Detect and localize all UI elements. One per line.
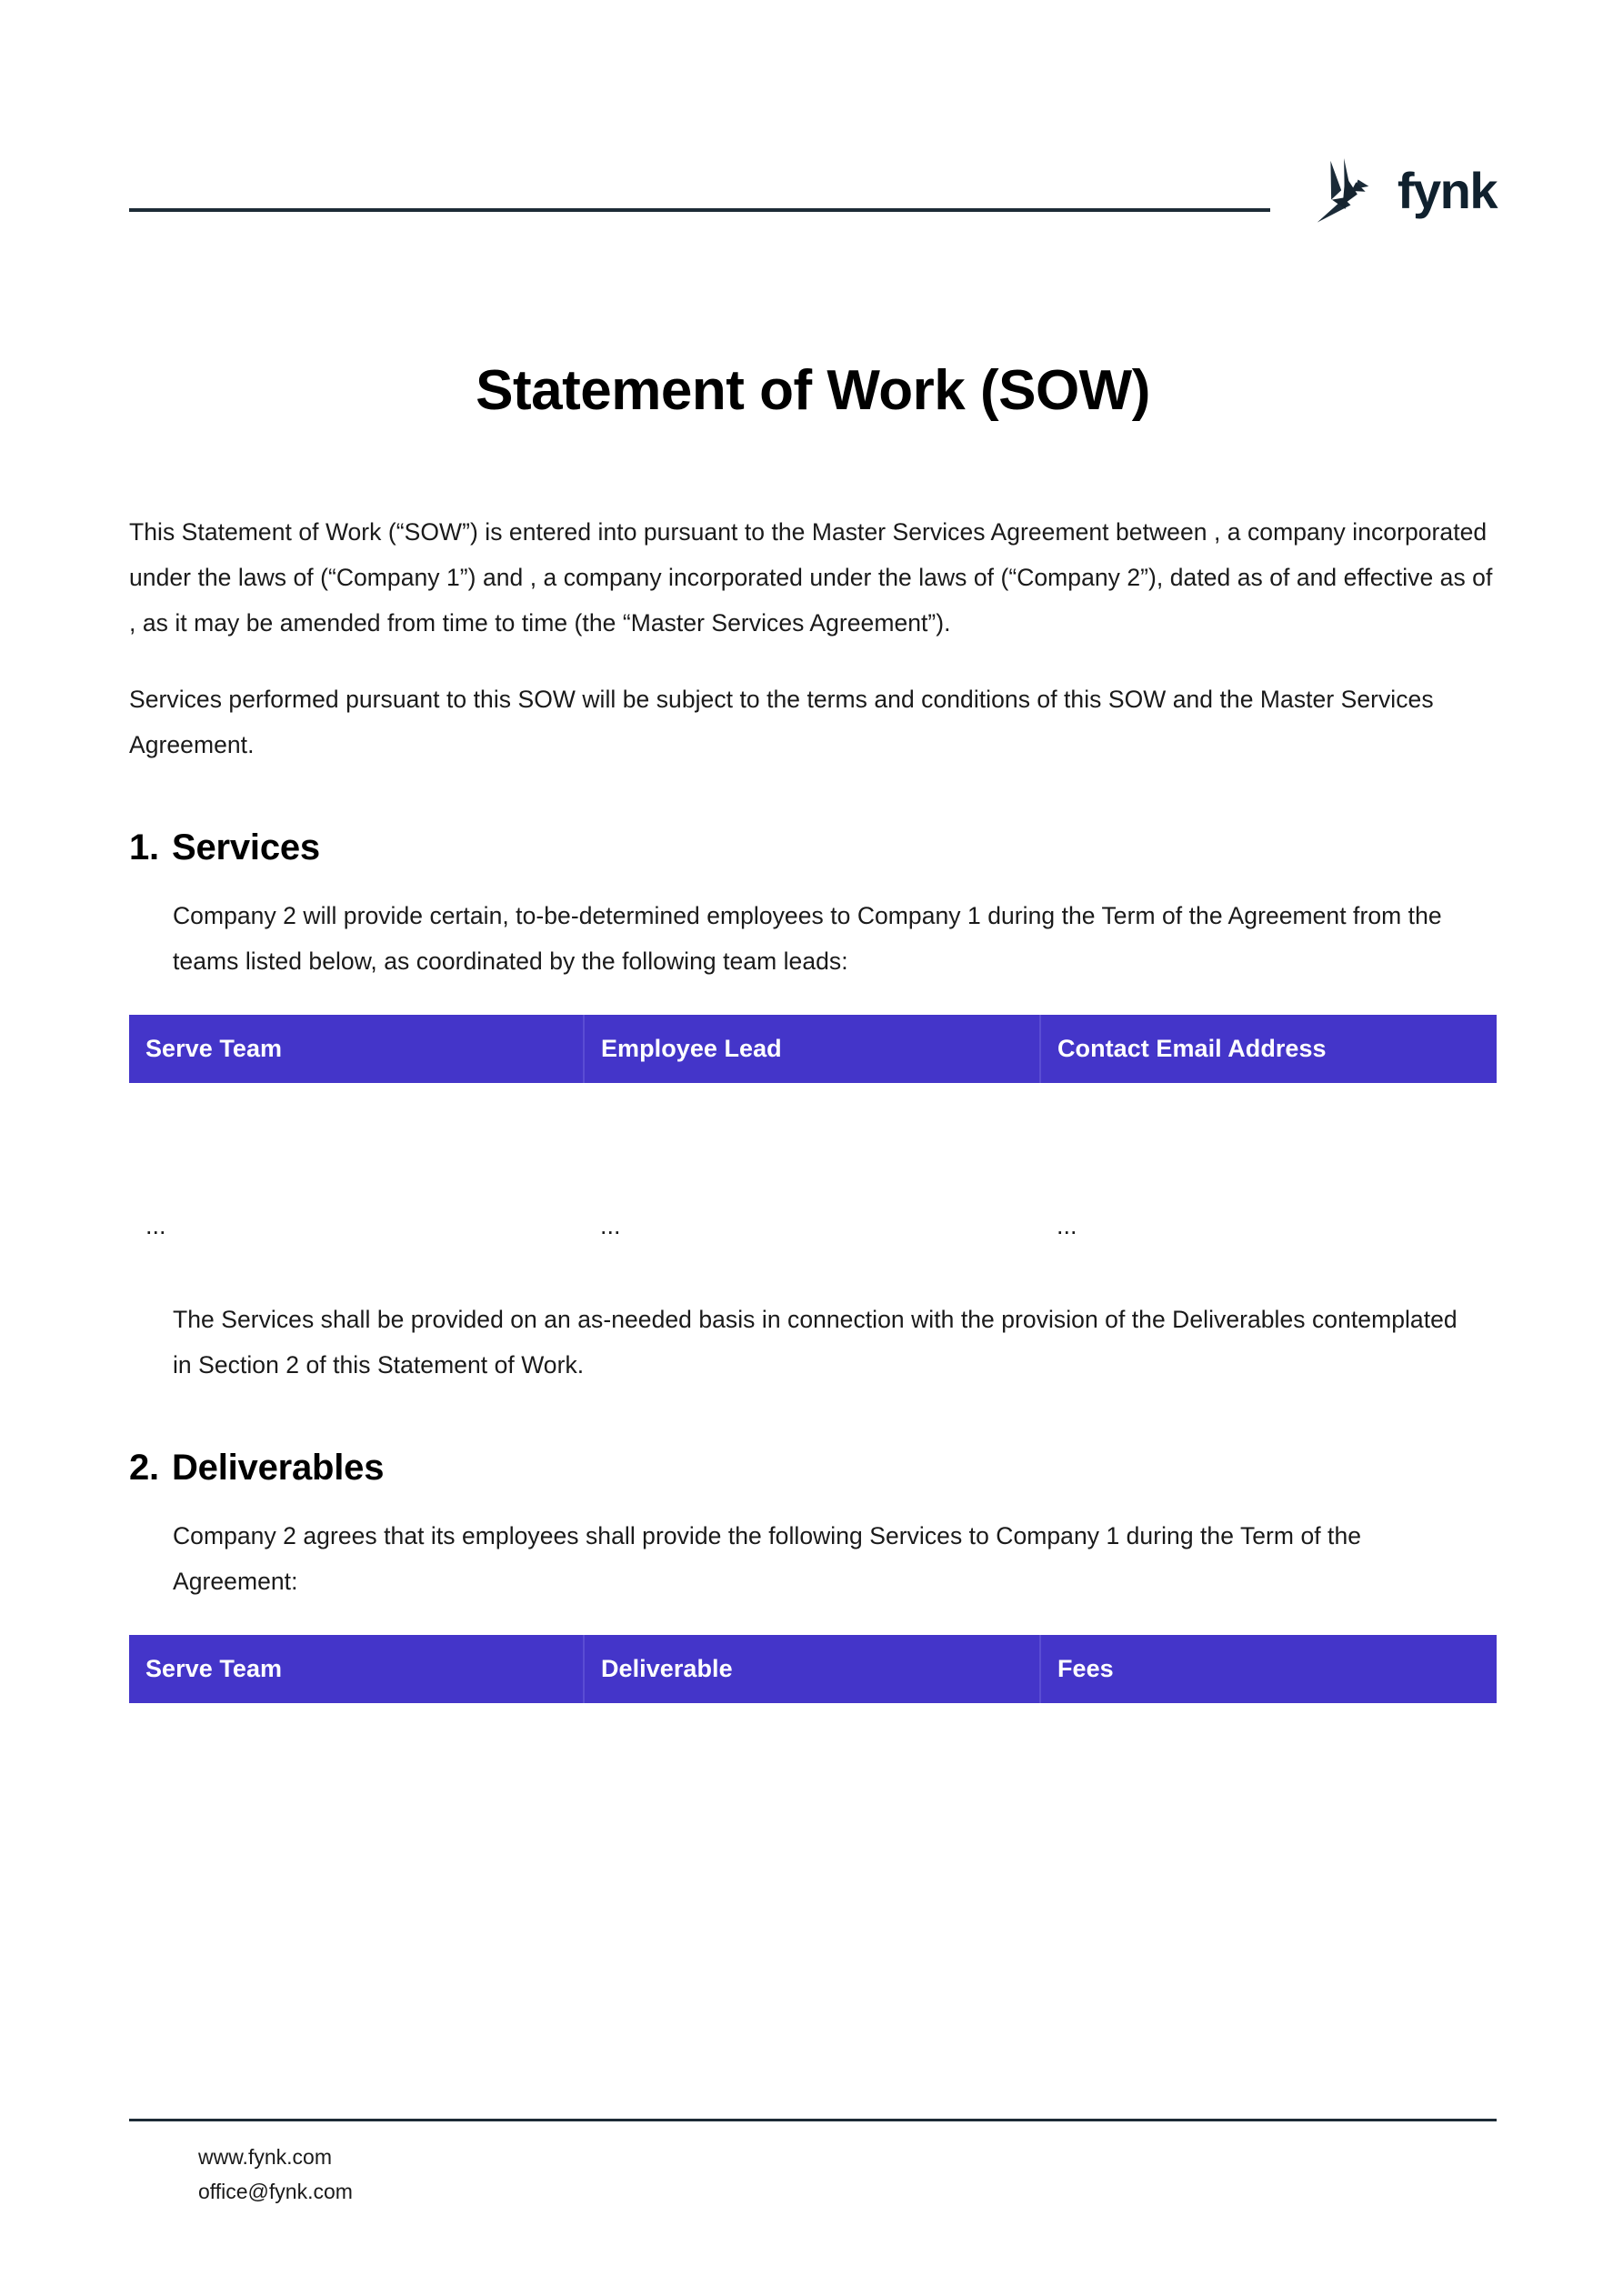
footer-email[interactable]: office@fynk.com [198,2180,353,2203]
section-1-closing-block [173,1297,1473,1388]
section-heading-deliverables [129,1446,1497,1489]
footer-contact-info [198,2140,1497,2209]
column-header-serve-team: Serve Team [129,1015,584,1083]
section-1-intro-paragraph: Company 2 will provide certain, to-be-determined employees to Company 1 during the Term of the Agreement from the teams listed below, as coordinated by the following team leads: [173,902,1442,975]
intro-paragraph-1: This Statement of Work (“SOW”) is entered into pursuant to the Master Services Agreement between , a company incorporated under the laws of (“Company 1”) and , a company incorporated under the laws of (“Company 2”), dated as of and effective as of , as it may be amended from time to time (the “Master Services Agreement”). [129,518,1493,637]
section-heading-services [129,826,1497,869]
section-1-intro-block [173,893,1473,984]
header-divider-rule [129,208,1270,212]
table-cell-employee-lead[interactable] [584,1083,1040,1210]
services-table [129,1015,1497,1251]
section-title: Services [171,827,320,867]
table-continuation-row [129,1210,1497,1251]
footer-divider-rule [129,2119,1497,2121]
deliverables-table-header [129,1635,1497,1703]
column-header-serve-team: Serve Team [129,1635,584,1703]
continuation-mark-contact-email: ... [1057,1212,1077,1239]
section-title: Deliverables [171,1448,385,1488]
table-row [129,1083,1497,1210]
table-cell-contact-email[interactable] [1040,1083,1497,1210]
document-footer [129,2119,1497,2209]
services-table-header [129,1015,1497,1083]
table-cell-serve-team[interactable] [129,1083,584,1210]
table-header-row [129,1015,1497,1083]
column-header-fees: Fees [1040,1635,1497,1703]
column-header-deliverable: Deliverable [584,1635,1040,1703]
section-number: 1. [129,827,159,867]
footer-website[interactable]: www.fynk.com [198,2145,332,2169]
column-header-contact-email-address: Contact Email Address [1040,1015,1497,1083]
continuation-mark-serve-team: ... [145,1212,166,1239]
intro-paragraph-2: Services performed pursuant to this SOW will be subject to the terms and conditions of this SOW and the Master Services Agreement. [129,686,1434,758]
brand-wordmark: fynk [1397,162,1497,219]
table-header-row [129,1635,1497,1703]
continuation-mark-employee-lead: ... [600,1212,621,1239]
brand-lockup [1316,155,1497,226]
deliverables-table [129,1635,1497,1703]
section-2-intro-block [173,1513,1473,1604]
document-body [129,509,1497,1703]
section-number: 2. [129,1448,159,1488]
fynk-origami-bird-logo-icon [1316,155,1383,226]
page-title: Statement of Work (SOW) [476,358,1150,422]
services-table-body [129,1083,1497,1251]
document-header [129,136,1497,236]
spacer [129,1251,1497,1297]
column-header-employee-lead: Employee Lead [584,1015,1040,1083]
section-1-closing-paragraph: The Services shall be provided on an as-needed basis in connection with the provision of the Deliverables contemplated in Section 2 of this Statement of Work. [173,1306,1458,1379]
section-2-intro-paragraph: Company 2 agrees that its employees shall provide the following Services to Company 1 during the Term of the Agreement: [173,1522,1362,1595]
